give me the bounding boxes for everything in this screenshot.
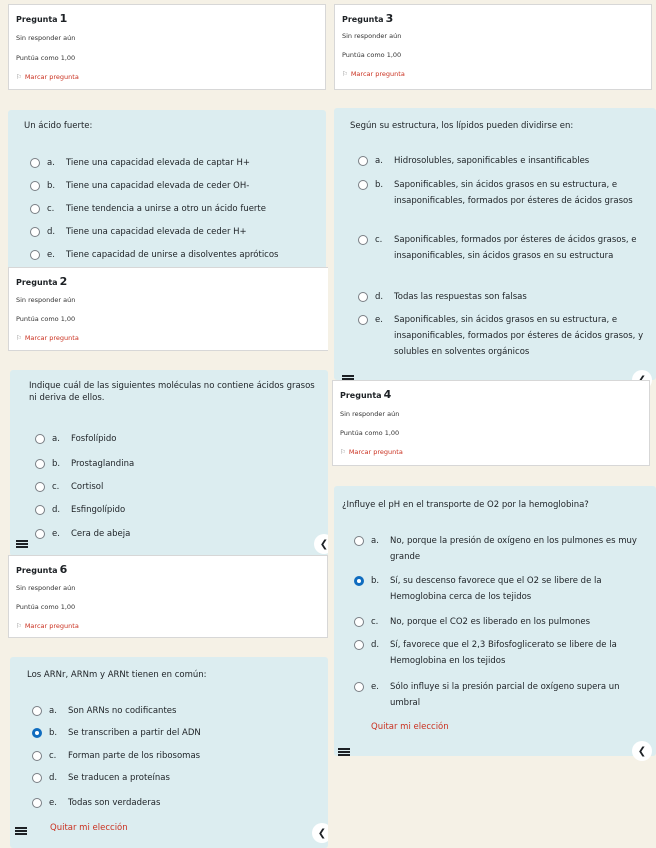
- question-points: Puntúa como 1,00: [340, 429, 400, 437]
- question-status: Sin responder aún: [340, 410, 400, 418]
- answer-option[interactable]: e. Tiene capacidad de unirse a disolventes apróticos: [30, 247, 279, 263]
- answer-option[interactable]: b. Se transcriben a partir del ADN: [32, 725, 201, 741]
- answer-option[interactable]: d. Tiene una capacidad elevada de ceder H+: [30, 224, 247, 240]
- question-status: Sin responder aún: [342, 32, 402, 40]
- right-column: [328, 0, 656, 848]
- answer-option[interactable]: d. Sí, favorece que el 2,3 Bifosfoglicerato se libere de la Hemoglobina en los tejidos: [354, 637, 650, 669]
- list-icon[interactable]: [15, 825, 27, 837]
- radio-button[interactable]: [35, 529, 45, 539]
- answer-option[interactable]: e. Saponificables, sin ácidos grasos en su estructura, e insaponificables, formados por ésteres de ácidos grasos, y solubles en solventes orgánicos: [358, 312, 648, 360]
- question-content-6: [10, 657, 328, 848]
- flag-question-link[interactable]: ⚐ Marcar pregunta: [342, 70, 405, 78]
- radio-button-selected[interactable]: [32, 728, 42, 738]
- question-number: Pregunta 1: [16, 12, 68, 25]
- radio-button[interactable]: [35, 505, 45, 515]
- radio-button[interactable]: [358, 180, 368, 190]
- question-number: Pregunta 6: [16, 563, 68, 576]
- radio-button[interactable]: [354, 640, 364, 650]
- answer-option[interactable]: a. Hidrosolubles, saponificables e insantificables: [358, 153, 648, 169]
- answer-option[interactable]: c. Saponificables, formados por ésteres de ácidos grasos, e insaponificables, sin ácidos grasos en su estructura: [358, 232, 648, 264]
- radio-button[interactable]: [354, 682, 364, 692]
- radio-button[interactable]: [32, 798, 42, 808]
- answer-option[interactable]: e. Sólo influye si la presión parcial de oxígeno supera un umbral: [354, 679, 650, 711]
- answer-option[interactable]: b. Prostaglandina: [35, 456, 134, 472]
- chevron-left-icon[interactable]: ❮: [632, 741, 652, 761]
- chevron-left-icon[interactable]: ❮: [312, 823, 328, 843]
- answer-option[interactable]: b. Saponificables, sin ácidos grasos en su estructura, e insaponificables, formados por ésteres de ácidos grasos: [358, 177, 648, 209]
- answer-option[interactable]: d. Se traducen a proteínas: [32, 770, 170, 786]
- radio-button[interactable]: [358, 235, 368, 245]
- radio-button[interactable]: [354, 617, 364, 627]
- question-status: Sin responder aún: [16, 34, 76, 42]
- radio-button[interactable]: [30, 204, 40, 214]
- radio-button[interactable]: [30, 227, 40, 237]
- answer-option[interactable]: a. No, porque la presión de oxígeno en los pulmones es muy grande: [354, 533, 650, 565]
- question-points: Puntúa como 1,00: [342, 51, 402, 59]
- question-text: Indique cuál de las siguientes moléculas no contiene ácidos grasos ni deriva de ellos.: [29, 381, 315, 403]
- list-icon[interactable]: [338, 746, 350, 758]
- question-status: Sin responder aún: [16, 584, 76, 592]
- question-info-6: [8, 555, 328, 638]
- question-info-4: [332, 380, 650, 466]
- radio-button[interactable]: [32, 706, 42, 716]
- question-text: ¿Influye el pH en el transporte de O2 por la hemoglobina?: [342, 500, 589, 510]
- answer-option[interactable]: e. Cera de abeja: [35, 526, 130, 542]
- flag-icon: ⚐: [16, 622, 22, 630]
- question-text: Un ácido fuerte:: [24, 121, 93, 131]
- question-info-3: [334, 4, 652, 90]
- clear-choice-link[interactable]: Quitar mi elección: [50, 823, 128, 833]
- radio-button[interactable]: [35, 459, 45, 469]
- flag-question-link[interactable]: ⚐ Marcar pregunta: [16, 622, 79, 630]
- flag-question-link[interactable]: ⚐ Marcar pregunta: [16, 334, 79, 342]
- answer-option[interactable]: e. Todas son verdaderas: [32, 795, 160, 811]
- radio-button[interactable]: [354, 536, 364, 546]
- question-number: Pregunta 3: [342, 12, 394, 25]
- question-content-4: [334, 486, 656, 756]
- chevron-left-icon[interactable]: ❮: [314, 534, 328, 554]
- answer-option[interactable]: d. Esfingolípido: [35, 502, 125, 518]
- answer-option[interactable]: a. Son ARNs no codificantes: [32, 703, 176, 719]
- answer-option[interactable]: a. Tiene una capacidad elevada de captar H+: [30, 155, 250, 171]
- question-info-1: [8, 4, 326, 90]
- radio-button[interactable]: [32, 773, 42, 783]
- question-text: Los ARNr, ARNm y ARNt tienen en común:: [27, 670, 207, 680]
- list-icon[interactable]: [16, 538, 28, 550]
- answer-option[interactable]: c. Tiene tendencia a unirse a otro un ácido fuerte: [30, 201, 266, 217]
- radio-button[interactable]: [35, 482, 45, 492]
- radio-button[interactable]: [358, 315, 368, 325]
- question-content-2: [10, 370, 328, 556]
- question-status: Sin responder aún: [16, 296, 76, 304]
- radio-button-selected[interactable]: [354, 576, 364, 586]
- question-points: Puntúa como 1,00: [16, 315, 76, 323]
- radio-button[interactable]: [358, 156, 368, 166]
- radio-button[interactable]: [32, 751, 42, 761]
- question-points: Puntúa como 1,00: [16, 603, 76, 611]
- question-info-2: [8, 267, 328, 351]
- question-text: Según su estructura, los lípidos pueden dividirse en:: [350, 121, 574, 131]
- answer-option[interactable]: a. Fosfolípido: [35, 431, 116, 447]
- flag-icon: ⚐: [340, 448, 346, 456]
- radio-button[interactable]: [35, 434, 45, 444]
- answer-option[interactable]: c. Forman parte de los ribosomas: [32, 748, 200, 764]
- radio-button[interactable]: [358, 292, 368, 302]
- flag-question-link[interactable]: ⚐ Marcar pregunta: [340, 448, 403, 456]
- answer-option[interactable]: b. Sí, su descenso favorece que el O2 se libere de la Hemoglobina cerca de los tejidos: [354, 573, 650, 605]
- radio-button[interactable]: [30, 181, 40, 191]
- radio-button[interactable]: [30, 158, 40, 168]
- flag-question-link[interactable]: ⚐ Marcar pregunta: [16, 73, 79, 81]
- question-content-3: [334, 108, 656, 380]
- answer-option[interactable]: c. No, porque el CO2 es liberado en los pulmones: [354, 614, 650, 630]
- answer-option[interactable]: d. Todas las respuestas son falsas: [358, 289, 648, 305]
- question-content-1: [8, 110, 326, 270]
- question-number: Pregunta 2: [16, 275, 68, 288]
- flag-icon: ⚐: [16, 334, 22, 342]
- answer-option[interactable]: c. Cortisol: [35, 479, 103, 495]
- question-number: Pregunta 4: [340, 388, 392, 401]
- clear-choice-link[interactable]: Quitar mi elección: [371, 722, 449, 732]
- answer-option[interactable]: b. Tiene una capacidad elevada de ceder OH-: [30, 178, 249, 194]
- flag-icon: ⚐: [342, 70, 348, 78]
- question-points: Puntúa como 1,00: [16, 54, 76, 62]
- flag-icon: ⚐: [16, 73, 22, 81]
- radio-button[interactable]: [30, 250, 40, 260]
